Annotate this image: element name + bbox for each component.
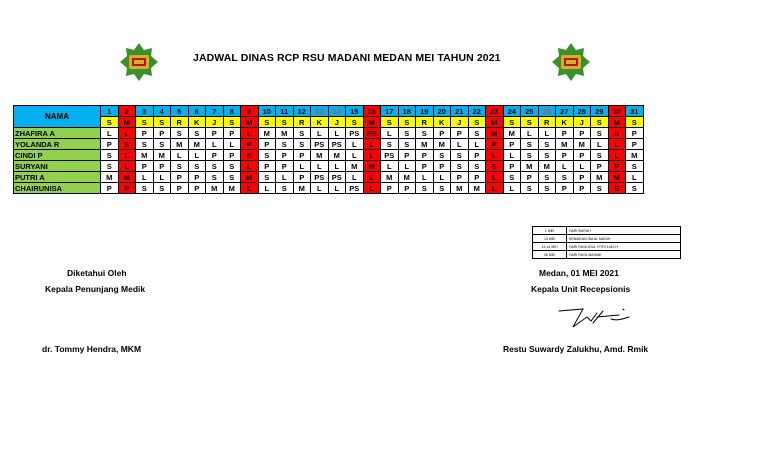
day-number: 15 [346, 106, 364, 117]
day-number: 19 [416, 106, 434, 117]
shift-cell: S [136, 139, 154, 150]
shift-cell: S [223, 172, 241, 183]
shift-cell: M [346, 161, 364, 172]
shift-cell: P [171, 183, 189, 194]
shift-cell: L [363, 139, 381, 150]
shift-cell: M [556, 139, 574, 150]
shift-cell: L [503, 150, 521, 161]
author-name: Restu Suwardy Zalukhu, Amd. Rmik [503, 344, 649, 354]
shift-cell: M [293, 183, 311, 194]
day-number: 4 [153, 106, 171, 117]
shift-cell: L [363, 172, 381, 183]
day-letter: K [556, 117, 574, 128]
shift-cell: L [486, 172, 504, 183]
shift-cell: L [241, 161, 259, 172]
shift-cell: P [293, 150, 311, 161]
shift-cell: M [468, 183, 486, 194]
shift-cell: L [398, 161, 416, 172]
shift-cell: P [416, 161, 434, 172]
shift-cell: L [311, 128, 329, 139]
shift-cell: L [363, 183, 381, 194]
legend-description: HARI BURUH [567, 227, 681, 235]
shift-cell: P [573, 172, 591, 183]
day-number: 25 [521, 106, 539, 117]
legend-row [533, 243, 681, 251]
shift-cell: L [118, 128, 136, 139]
table-row [14, 128, 644, 139]
shift-cell: P [556, 128, 574, 139]
shift-cell: S [521, 183, 539, 194]
shift-cell: S [381, 139, 399, 150]
day-letter: S [398, 117, 416, 128]
legend-row [533, 235, 681, 243]
shift-cell: L [171, 150, 189, 161]
shift-cell: L [241, 183, 259, 194]
shift-cell: S [101, 161, 119, 172]
day-letter: S [521, 117, 539, 128]
shift-cell: S [136, 183, 154, 194]
day-letter: K [433, 117, 451, 128]
shift-cell: L [451, 139, 469, 150]
shift-cell: P [101, 139, 119, 150]
shift-cell: S [118, 139, 136, 150]
shift-cell: P [433, 161, 451, 172]
shift-cell: L [118, 150, 136, 161]
day-number: 27 [556, 106, 574, 117]
shift-cell: M [171, 139, 189, 150]
day-number: 12 [293, 106, 311, 117]
holiday-legend [532, 226, 681, 259]
shift-cell: S [433, 150, 451, 161]
table-row [14, 150, 644, 161]
shift-cell: L [311, 183, 329, 194]
handwritten-signature [553, 303, 637, 333]
shift-cell: S [468, 128, 486, 139]
legend-description: KENAIKAN ISA AL MASIH [567, 235, 681, 243]
place-date: Medan, 01 MEI 2021 [539, 268, 619, 278]
shift-cell: PS [346, 183, 364, 194]
shift-cell: S [591, 128, 609, 139]
shift-cell: L [363, 150, 381, 161]
hospital-logo-left-icon [119, 42, 159, 82]
table-row [14, 183, 644, 194]
shift-cell: L [573, 161, 591, 172]
legend-date: 13 MEI [533, 235, 567, 243]
day-letter: J [328, 117, 346, 128]
shift-cell: L [468, 139, 486, 150]
day-number: 23 [486, 106, 504, 117]
shift-cell: S [188, 161, 206, 172]
shift-cell: S [416, 128, 434, 139]
shift-cell: L [486, 183, 504, 194]
day-number: 24 [503, 106, 521, 117]
shift-cell: L [608, 139, 626, 150]
shift-cell: S [171, 161, 189, 172]
shift-cell: P [451, 172, 469, 183]
shift-cell: P [398, 183, 416, 194]
shift-cell: S [223, 161, 241, 172]
shift-cell: PS [346, 128, 364, 139]
day-number: 6 [188, 106, 206, 117]
shift-cell: S [206, 172, 224, 183]
shift-cell: S [398, 139, 416, 150]
shift-cell: M [416, 139, 434, 150]
shift-cell: P [206, 150, 224, 161]
day-number: 7 [206, 106, 224, 117]
shift-cell: S [276, 183, 294, 194]
day-letter: S [276, 117, 294, 128]
shift-cell: P [556, 183, 574, 194]
shift-cell: PS [363, 128, 381, 139]
legend-date: 13-14 MEI [533, 243, 567, 251]
shift-cell: L [416, 172, 434, 183]
legend-description: HARI RAYA IDUL FITRI 1442 H [567, 243, 681, 251]
shift-cell: M [101, 172, 119, 183]
shift-cell: M [538, 161, 556, 172]
staff-name: SURYANI [14, 161, 101, 172]
shift-cell: M [328, 150, 346, 161]
staff-name: YOLANDA R [14, 139, 101, 150]
shift-cell: P [276, 150, 294, 161]
shift-cell: M [276, 128, 294, 139]
shift-cell: P [468, 150, 486, 161]
shift-cell: S [468, 161, 486, 172]
day-number: 8 [223, 106, 241, 117]
shift-cell: M [311, 150, 329, 161]
day-letter: S [258, 117, 276, 128]
shift-cell: M [206, 183, 224, 194]
shift-cell: P [136, 161, 154, 172]
shift-cell: P [573, 150, 591, 161]
shift-cell: L [381, 128, 399, 139]
shift-cell: S [608, 183, 626, 194]
shift-cell: P [451, 128, 469, 139]
shift-cell: M [118, 172, 136, 183]
shift-cell: L [556, 161, 574, 172]
approver-position: Kepala Penunjang Medik [45, 284, 146, 294]
shift-cell: S [153, 183, 171, 194]
shift-cell: S [451, 150, 469, 161]
day-letter: R [171, 117, 189, 128]
shift-cell: M [451, 183, 469, 194]
shift-cell: P [188, 183, 206, 194]
shift-cell: P [433, 128, 451, 139]
shift-cell: P [153, 161, 171, 172]
shift-cell: P [118, 183, 136, 194]
shift-cell: M [258, 128, 276, 139]
shift-cell: P [188, 172, 206, 183]
day-letter: M [363, 117, 381, 128]
shift-cell: L [206, 139, 224, 150]
table-row [14, 161, 644, 172]
shift-cell: PS [381, 150, 399, 161]
day-letter: J [573, 117, 591, 128]
day-number: 11 [276, 106, 294, 117]
day-number: 13 [311, 106, 329, 117]
shift-cell: M [626, 150, 644, 161]
day-number: 28 [573, 106, 591, 117]
day-number: 17 [381, 106, 399, 117]
shift-cell: L [241, 128, 259, 139]
day-letter: S [381, 117, 399, 128]
schedule-table [13, 105, 644, 194]
shift-cell: L [328, 161, 346, 172]
shift-cell: S [503, 172, 521, 183]
day-number: 26 [538, 106, 556, 117]
shift-cell: L [486, 150, 504, 161]
shift-cell: S [538, 150, 556, 161]
shift-cell: M [241, 172, 259, 183]
shift-cell: M [573, 139, 591, 150]
shift-cell: M [608, 172, 626, 183]
shift-cell: P [521, 172, 539, 183]
shift-cell: L [311, 161, 329, 172]
day-number: 3 [136, 106, 154, 117]
shift-cell: P [591, 161, 609, 172]
shift-cell: P [573, 128, 591, 139]
legend-row [533, 227, 681, 235]
shift-cell: L [433, 172, 451, 183]
shift-cell: S [258, 172, 276, 183]
shift-cell: L [503, 183, 521, 194]
table-row [14, 172, 644, 183]
name-column-header: NAMA [14, 106, 101, 128]
day-letter: S [346, 117, 364, 128]
shift-cell: S [538, 139, 556, 150]
shift-cell: P [416, 150, 434, 161]
shift-cell: PS [311, 139, 329, 150]
shift-cell: L [346, 172, 364, 183]
day-number: 20 [433, 106, 451, 117]
day-number: 14 [328, 106, 346, 117]
day-number: 31 [626, 106, 644, 117]
shift-cell: P [241, 139, 259, 150]
author-position: Kepala Unit Recepsionis [531, 284, 631, 294]
shift-cell: PS [328, 139, 346, 150]
shift-cell: S [293, 139, 311, 150]
day-number: 1 [101, 106, 119, 117]
day-letter: S [223, 117, 241, 128]
shift-cell: P [486, 139, 504, 150]
day-number: 16 [363, 106, 381, 117]
shift-cell: P [258, 139, 276, 150]
day-letter: S [468, 117, 486, 128]
day-letter: S [153, 117, 171, 128]
day-number: 9 [241, 106, 259, 117]
day-number: 30 [608, 106, 626, 117]
legend-date: 1 MEI [533, 227, 567, 235]
staff-name: CHAIRUNISA [14, 183, 101, 194]
day-letter: S [101, 117, 119, 128]
shift-cell: P [136, 128, 154, 139]
shift-cell: L [101, 128, 119, 139]
shift-cell: P [503, 161, 521, 172]
shift-cell: M [486, 128, 504, 139]
day-letter: M [486, 117, 504, 128]
shift-cell: M [503, 128, 521, 139]
day-letter: S [503, 117, 521, 128]
shift-cell: S [521, 139, 539, 150]
shift-cell: M [153, 150, 171, 161]
shift-cell: S [293, 128, 311, 139]
shift-cell: S [538, 172, 556, 183]
day-letter: S [626, 117, 644, 128]
shift-cell: P [626, 139, 644, 150]
shift-cell: S [416, 183, 434, 194]
day-letter: K [188, 117, 206, 128]
shift-cell: L [153, 172, 171, 183]
shift-cell: S [556, 172, 574, 183]
shift-cell: P [503, 139, 521, 150]
shift-cell: L [293, 161, 311, 172]
day-number: 18 [398, 106, 416, 117]
day-letter: R [416, 117, 434, 128]
shift-cell: P [153, 128, 171, 139]
shift-cell: L [521, 128, 539, 139]
shift-cell: L [346, 139, 364, 150]
shift-cell: S [591, 150, 609, 161]
shift-cell: P [276, 161, 294, 172]
shift-cell: P [573, 183, 591, 194]
shift-cell: P [223, 128, 241, 139]
shift-cell: S [591, 183, 609, 194]
shift-cell: S [521, 150, 539, 161]
shift-cell: S [451, 161, 469, 172]
shift-cell: S [153, 139, 171, 150]
shift-cell: S [171, 128, 189, 139]
day-letter: M [118, 117, 136, 128]
shift-cell: M [381, 172, 399, 183]
shift-cell: P [171, 172, 189, 183]
shift-cell: L [276, 172, 294, 183]
table-row [14, 139, 644, 150]
day-number: 2 [118, 106, 136, 117]
shift-cell: S [258, 150, 276, 161]
shift-cell: L [188, 150, 206, 161]
shift-cell: L [136, 172, 154, 183]
legend-date: 26 MEI [533, 251, 567, 259]
day-number: 10 [258, 106, 276, 117]
shift-cell: S [206, 161, 224, 172]
shift-cell: L [591, 139, 609, 150]
shift-cell: S [241, 150, 259, 161]
shift-cell: S [188, 128, 206, 139]
day-letter: M [608, 117, 626, 128]
shift-cell: P [381, 183, 399, 194]
shift-cell: P [398, 150, 416, 161]
day-number: 5 [171, 106, 189, 117]
day-number: 21 [451, 106, 469, 117]
day-letter: K [311, 117, 329, 128]
shift-cell: S [538, 183, 556, 194]
shift-cell: P [556, 150, 574, 161]
shift-cell: M [521, 161, 539, 172]
shift-cell: P [626, 128, 644, 139]
shift-cell: P [608, 161, 626, 172]
shift-cell: M [223, 183, 241, 194]
staff-name: PUTRI A [14, 172, 101, 183]
shift-cell: S [433, 183, 451, 194]
day-letter: R [293, 117, 311, 128]
hospital-logo-right-icon [551, 42, 591, 82]
shift-cell: S [398, 128, 416, 139]
shift-cell: L [381, 161, 399, 172]
shift-cell: M [136, 150, 154, 161]
shift-cell: L [608, 150, 626, 161]
shift-cell: S [626, 183, 644, 194]
legend-description: HARI RAYA WAISAK [567, 251, 681, 259]
shift-cell: P [293, 172, 311, 183]
shift-cell: S [276, 139, 294, 150]
legend-row [533, 251, 681, 259]
day-number: 22 [468, 106, 486, 117]
shift-cell: S [486, 161, 504, 172]
shift-cell: L [538, 128, 556, 139]
approver-name: dr. Tommy Hendra, MKM [42, 344, 142, 354]
shift-cell: L [328, 128, 346, 139]
day-letter: M [241, 117, 259, 128]
shift-cell: P [258, 161, 276, 172]
shift-cell: L [626, 172, 644, 183]
shift-cell: L [223, 139, 241, 150]
day-letter: S [136, 117, 154, 128]
shift-cell: S [608, 128, 626, 139]
shift-cell: M [591, 172, 609, 183]
day-letter: J [206, 117, 224, 128]
shift-cell: L [328, 183, 346, 194]
shift-cell: L [346, 150, 364, 161]
shift-cell: M [398, 172, 416, 183]
shift-cell: PS [311, 172, 329, 183]
staff-name: ZHAFIRA A [14, 128, 101, 139]
page-title: JADWAL DINAS RCP RSU MADANI MEDAN MEI TAHUN 2021 [193, 52, 501, 64]
shift-cell: M [188, 139, 206, 150]
staff-name: CINDI P [14, 150, 101, 161]
shift-cell: S [626, 161, 644, 172]
shift-cell: PS [328, 172, 346, 183]
shift-cell: S [101, 150, 119, 161]
approval-label: Diketahui Oleh [67, 268, 127, 278]
day-letter: J [451, 117, 469, 128]
shift-cell: L [258, 183, 276, 194]
shift-cell: P [223, 150, 241, 161]
day-letter: S [591, 117, 609, 128]
shift-cell: L [118, 161, 136, 172]
shift-cell: M [433, 139, 451, 150]
shift-cell: M [363, 161, 381, 172]
shift-cell: P [468, 172, 486, 183]
day-letter: R [538, 117, 556, 128]
shift-cell: P [206, 128, 224, 139]
shift-cell: P [101, 183, 119, 194]
day-number: 29 [591, 106, 609, 117]
